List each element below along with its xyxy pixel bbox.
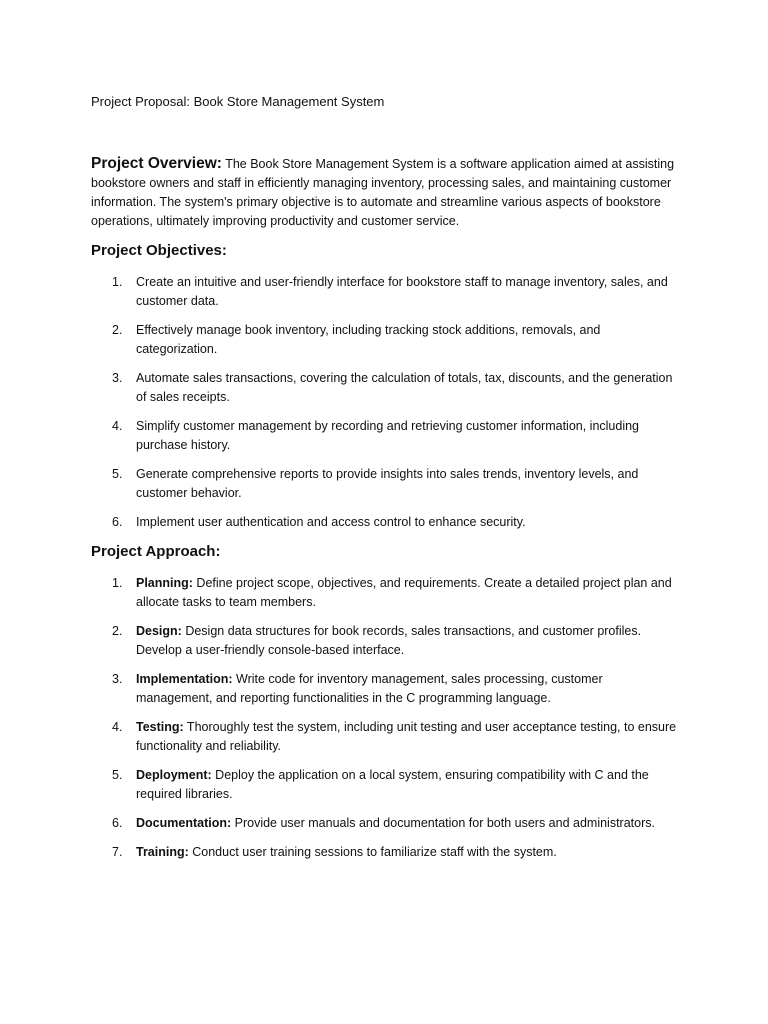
item-number: 1. (112, 275, 123, 289)
item-text: Thoroughly test the system, including unit testing and user acceptance testing, to ensure functionality and reliability. (136, 720, 677, 753)
item-label: Training: (136, 845, 189, 859)
overview-paragraph (91, 154, 678, 231)
approach-item (91, 718, 678, 756)
item-number: 3. (112, 672, 123, 686)
item-text: Write code for inventory management, sales processing, customer management, and reporting functionalities in the C programming language. (136, 672, 603, 705)
item-label: Documentation: (136, 816, 232, 830)
item-label: Deployment: (136, 768, 212, 782)
approach-heading: Project Approach: (91, 543, 221, 560)
item-text: Implement user authentication and access control to enhance security. (136, 515, 526, 529)
item-label: Design: (136, 624, 182, 638)
overview-text: The Book Store Management System is a software application aimed at assisting bookstore owners and staff in efficiently managing inventory, processing sales, and maintaining customer information. The system's primary objective is to automate and streamline various aspects of bookstore operations, ultimately improving productivity and customer service. (91, 157, 675, 228)
item-text: Conduct user training sessions to familiarize staff with the system. (188, 845, 557, 859)
item-number: 4. (112, 720, 123, 734)
approach-list (91, 574, 678, 862)
approach-item (91, 814, 678, 833)
objective-item (91, 321, 678, 359)
objective-item (91, 513, 678, 532)
item-text: Define project scope, objectives, and requirements. Create a detailed project plan and allocate tasks to team members. (136, 576, 672, 609)
item-number: 2. (112, 624, 123, 638)
objective-item (91, 273, 678, 311)
item-text: Deploy the application on a local system, ensuring compatibility with C and the required libraries. (136, 768, 649, 801)
item-number: 3. (112, 371, 123, 385)
objectives-list (91, 273, 678, 532)
item-number: 4. (112, 419, 123, 433)
objective-item (91, 417, 678, 455)
item-text: Design data structures for book records, sales transactions, and customer profiles. Develop a user-friendly console-based interface. (136, 624, 642, 657)
approach-item (91, 766, 678, 804)
objectives-heading: Project Objectives: (91, 242, 227, 259)
item-text: Simplify customer management by recording and retrieving customer information, including purchase history. (136, 419, 640, 452)
approach-item (91, 670, 678, 708)
item-text: Effectively manage book inventory, including tracking stock additions, removals, and categorization. (136, 323, 601, 356)
objective-item (91, 369, 678, 407)
item-number: 5. (112, 768, 123, 782)
item-number: 6. (112, 816, 123, 830)
overview-heading: Project Overview: (91, 155, 222, 172)
item-number: 1. (112, 576, 123, 590)
item-number: 5. (112, 467, 123, 481)
item-text: Create an intuitive and user-friendly interface for bookstore staff to manage inventory, sales, and customer data. (136, 275, 668, 308)
approach-item (91, 843, 678, 862)
item-number: 6. (112, 515, 123, 529)
document-title: Project Proposal: Book Store Management System (91, 94, 385, 109)
item-number: 7. (112, 845, 123, 859)
approach-item (91, 622, 678, 660)
objective-item (91, 465, 678, 503)
approach-item (91, 574, 678, 612)
item-text: Automate sales transactions, covering the calculation of totals, tax, discounts, and the generation of sales receipts. (136, 371, 673, 404)
item-label: Testing: (136, 720, 184, 734)
item-text: Generate comprehensive reports to provide insights into sales trends, inventory levels, and customer behavior. (136, 467, 639, 500)
item-text: Provide user manuals and documentation for both users and administrators. (231, 816, 655, 830)
item-label: Planning: (136, 576, 193, 590)
item-label: Implementation: (136, 672, 233, 686)
item-number: 2. (112, 323, 123, 337)
